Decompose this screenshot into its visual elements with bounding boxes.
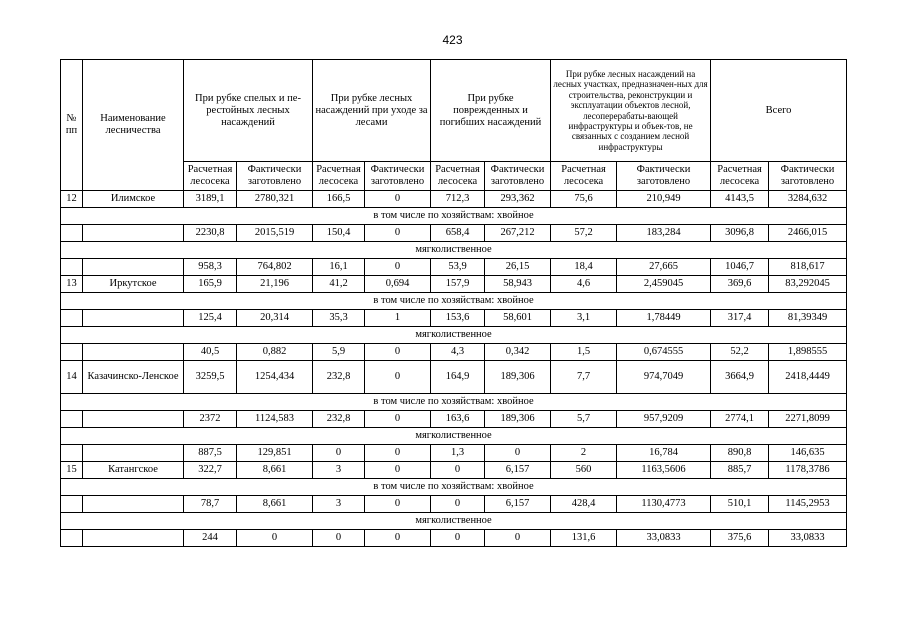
row-number <box>61 310 83 327</box>
header-total: Всего <box>711 60 847 162</box>
table-cell: 165,9 <box>184 276 237 293</box>
table-row <box>61 496 847 513</box>
table-cell: 58,601 <box>485 310 551 327</box>
table-cell: 0 <box>365 259 431 276</box>
table-cell: 1178,3786 <box>769 462 847 479</box>
row-number: 15 <box>61 462 83 479</box>
row-number <box>61 496 83 513</box>
table-cell: 1 <box>365 310 431 327</box>
table-cell: 2230,8 <box>184 225 237 242</box>
table-cell: 0 <box>313 530 365 547</box>
table-cell: 232,8 <box>313 361 365 394</box>
table-cell: 322,7 <box>184 462 237 479</box>
table-cell: 0,882 <box>237 344 313 361</box>
table-cell: 0,694 <box>365 276 431 293</box>
table-row <box>61 462 847 479</box>
table-cell: 2418,4449 <box>769 361 847 394</box>
forestry-name <box>83 411 184 428</box>
table-cell: 0 <box>365 225 431 242</box>
table-cell: 163,6 <box>431 411 485 428</box>
table-cell: 153,6 <box>431 310 485 327</box>
table-cell: 4,3 <box>431 344 485 361</box>
subsection-row <box>61 208 847 225</box>
subsection-row <box>61 428 847 445</box>
table-cell: 4143,5 <box>711 191 769 208</box>
table-cell: 0 <box>431 462 485 479</box>
table-cell: 125,4 <box>184 310 237 327</box>
table-cell: 27,665 <box>617 259 711 276</box>
harvest-table <box>60 59 847 547</box>
table-cell: 6,157 <box>485 496 551 513</box>
table-cell: 3259,5 <box>184 361 237 394</box>
table-cell: 0 <box>431 496 485 513</box>
table-cell: 146,635 <box>769 445 847 462</box>
table-cell: 83,292045 <box>769 276 847 293</box>
table-cell: 0 <box>237 530 313 547</box>
table-cell: 40,5 <box>184 344 237 361</box>
row-number <box>61 411 83 428</box>
table-cell: 887,5 <box>184 445 237 462</box>
table-cell: 58,943 <box>485 276 551 293</box>
subheader-actual: Фактически заготовлено <box>237 162 313 191</box>
table-cell: 189,306 <box>485 411 551 428</box>
table-cell: 4,6 <box>551 276 617 293</box>
table-row <box>61 310 847 327</box>
table-cell: 293,362 <box>485 191 551 208</box>
table-cell: 244 <box>184 530 237 547</box>
row-number: 13 <box>61 276 83 293</box>
table-cell: 26,15 <box>485 259 551 276</box>
table-cell: 885,7 <box>711 462 769 479</box>
page-number: 423 <box>442 33 463 47</box>
table-cell: 16,1 <box>313 259 365 276</box>
table-cell: 0,674555 <box>617 344 711 361</box>
subheader-actual: Фактически заготовлено <box>365 162 431 191</box>
row-number <box>61 344 83 361</box>
table-cell: 1130,4773 <box>617 496 711 513</box>
table-cell: 8,661 <box>237 462 313 479</box>
table-cell: 0 <box>365 445 431 462</box>
table-cell: 129,851 <box>237 445 313 462</box>
header-construction-harvest: При рубке лесных насаждений на лесных участках, предназначен-ных для строительства, реконструкции и эксплуатации объектов лесной, лесоперерабаты-вающей инфраструктуры и объек-тов, не связанных с созданием лесной инфраструктуры <box>551 60 711 162</box>
subheader-planned: Расчетная лесосека <box>313 162 365 191</box>
table-cell: 35,3 <box>313 310 365 327</box>
deciduous-label: мягколиственное <box>61 242 847 259</box>
table-cell: 78,7 <box>184 496 237 513</box>
header-care-harvest: При рубке лесных насаждений при уходе за лесами <box>313 60 431 162</box>
subheader-actual: Фактически заготовлено <box>617 162 711 191</box>
forestry-name: Иркутское <box>83 276 184 293</box>
table-cell: 2 <box>551 445 617 462</box>
table-cell: 3189,1 <box>184 191 237 208</box>
table-cell: 890,8 <box>711 445 769 462</box>
table-cell: 712,3 <box>431 191 485 208</box>
table-cell: 2372 <box>184 411 237 428</box>
table-cell: 3096,8 <box>711 225 769 242</box>
table-cell: 21,196 <box>237 276 313 293</box>
table-cell: 20,314 <box>237 310 313 327</box>
subsection-row <box>61 293 847 310</box>
subheader-planned: Расчетная лесосека <box>711 162 769 191</box>
table-cell: 3,1 <box>551 310 617 327</box>
coniferous-label: в том числе по хозяйствам: хвойное <box>61 293 847 310</box>
table-cell: 3 <box>313 496 365 513</box>
table-cell: 0 <box>365 344 431 361</box>
row-number: 12 <box>61 191 83 208</box>
row-number: 14 <box>61 361 83 394</box>
table-cell: 33,0833 <box>769 530 847 547</box>
table-cell: 428,4 <box>551 496 617 513</box>
table-cell: 0 <box>365 462 431 479</box>
table-cell: 1163,5606 <box>617 462 711 479</box>
table-cell: 3664,9 <box>711 361 769 394</box>
subheader-planned: Расчетная лесосека <box>431 162 485 191</box>
table-cell: 6,157 <box>485 462 551 479</box>
forestry-name <box>83 530 184 547</box>
table-cell: 2,459045 <box>617 276 711 293</box>
table-row <box>61 225 847 242</box>
table-cell: 1,3 <box>431 445 485 462</box>
table-cell: 1,898555 <box>769 344 847 361</box>
table-cell: 81,39349 <box>769 310 847 327</box>
table-cell: 131,6 <box>551 530 617 547</box>
table-cell: 183,284 <box>617 225 711 242</box>
table-cell: 0 <box>313 445 365 462</box>
table-row <box>61 276 847 293</box>
table-cell: 0 <box>365 191 431 208</box>
table-cell: 189,306 <box>485 361 551 394</box>
header-damaged-harvest: При рубке поврежденных и погибших насаждений <box>431 60 551 162</box>
table-row <box>61 411 847 428</box>
table-cell: 5,9 <box>313 344 365 361</box>
table-cell: 2015,519 <box>237 225 313 242</box>
table-cell: 16,784 <box>617 445 711 462</box>
deciduous-label: мягколиственное <box>61 513 847 530</box>
forestry-name: Казачинско-Ленское <box>83 361 184 394</box>
table-cell: 41,2 <box>313 276 365 293</box>
table-cell: 232,8 <box>313 411 365 428</box>
table-cell: 52,2 <box>711 344 769 361</box>
subheader-planned: Расчетная лесосека <box>184 162 237 191</box>
subsection-row <box>61 327 847 344</box>
table-cell: 8,661 <box>237 496 313 513</box>
table-cell: 53,9 <box>431 259 485 276</box>
forestry-name: Катангское <box>83 462 184 479</box>
table-cell: 560 <box>551 462 617 479</box>
subsection-row <box>61 513 847 530</box>
table-cell: 3 <box>313 462 365 479</box>
table-cell: 0 <box>365 530 431 547</box>
subsection-row <box>61 479 847 496</box>
coniferous-label: в том числе по хозяйствам: хвойное <box>61 208 847 225</box>
row-number <box>61 225 83 242</box>
table-cell: 0 <box>431 530 485 547</box>
table-row <box>61 191 847 208</box>
table-cell: 764,802 <box>237 259 313 276</box>
table-cell: 957,9209 <box>617 411 711 428</box>
subheader-actual: Фактически заготовлено <box>769 162 847 191</box>
table-cell: 369,6 <box>711 276 769 293</box>
forestry-name <box>83 259 184 276</box>
table-cell: 57,2 <box>551 225 617 242</box>
table-cell: 3284,632 <box>769 191 847 208</box>
header-num: № пп <box>61 60 83 191</box>
table-row <box>61 259 847 276</box>
subheader-planned: Расчетная лесосека <box>551 162 617 191</box>
table-cell: 75,6 <box>551 191 617 208</box>
table-cell: 974,7049 <box>617 361 711 394</box>
table-row <box>61 361 847 394</box>
table-cell: 164,9 <box>431 361 485 394</box>
row-number <box>61 259 83 276</box>
table-cell: 0 <box>365 411 431 428</box>
table-cell: 958,3 <box>184 259 237 276</box>
header-name: Наименование лесничества <box>83 60 184 191</box>
header-mature-harvest: При рубке спелых и пе-рестойных лесных насаждений <box>184 60 313 162</box>
deciduous-label: мягколиственное <box>61 428 847 445</box>
table-cell: 2271,8099 <box>769 411 847 428</box>
table-cell: 375,6 <box>711 530 769 547</box>
table-cell: 2466,015 <box>769 225 847 242</box>
table-row <box>61 344 847 361</box>
forestry-name <box>83 225 184 242</box>
table-cell: 150,4 <box>313 225 365 242</box>
table-cell: 1,5 <box>551 344 617 361</box>
table-cell: 5,7 <box>551 411 617 428</box>
table-cell: 510,1 <box>711 496 769 513</box>
forestry-name <box>83 496 184 513</box>
table-cell: 166,5 <box>313 191 365 208</box>
table-row <box>61 530 847 547</box>
deciduous-label: мягколиственное <box>61 327 847 344</box>
table-cell: 1046,7 <box>711 259 769 276</box>
forestry-name: Илимское <box>83 191 184 208</box>
table-cell: 0 <box>365 496 431 513</box>
table-cell: 818,617 <box>769 259 847 276</box>
table-cell: 7,7 <box>551 361 617 394</box>
table-cell: 0 <box>485 530 551 547</box>
coniferous-label: в том числе по хозяйствам: хвойное <box>61 479 847 496</box>
table-cell: 210,949 <box>617 191 711 208</box>
forestry-name <box>83 445 184 462</box>
subsection-row <box>61 242 847 259</box>
table-cell: 0,342 <box>485 344 551 361</box>
table-cell: 317,4 <box>711 310 769 327</box>
coniferous-label: в том числе по хозяйствам: хвойное <box>61 394 847 411</box>
table-cell: 1254,434 <box>237 361 313 394</box>
table-cell: 658,4 <box>431 225 485 242</box>
table-cell: 267,212 <box>485 225 551 242</box>
forestry-name <box>83 310 184 327</box>
table-cell: 0 <box>485 445 551 462</box>
table-cell: 1,78449 <box>617 310 711 327</box>
row-number <box>61 445 83 462</box>
row-number <box>61 530 83 547</box>
table-cell: 2780,321 <box>237 191 313 208</box>
table-cell: 2774,1 <box>711 411 769 428</box>
forestry-name <box>83 344 184 361</box>
table-cell: 0 <box>365 361 431 394</box>
table-cell: 1145,2953 <box>769 496 847 513</box>
table-cell: 1124,583 <box>237 411 313 428</box>
table-row <box>61 445 847 462</box>
table-cell: 33,0833 <box>617 530 711 547</box>
table-cell: 18,4 <box>551 259 617 276</box>
subsection-row <box>61 394 847 411</box>
subheader-actual: Фактически заготовлено <box>485 162 551 191</box>
table-cell: 157,9 <box>431 276 485 293</box>
